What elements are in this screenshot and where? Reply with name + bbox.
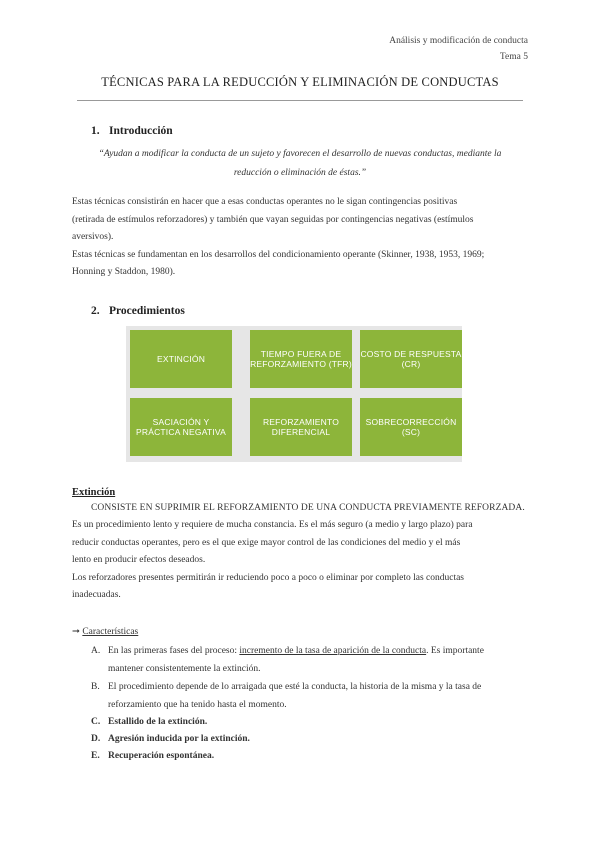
procedure-tile-sobrecorreccion: SOBRECORRECCIÓN (SC) [360,398,462,456]
intro-quote [90,145,510,183]
section-1-number: 1. [91,125,100,137]
list-text: . Es importante [426,646,484,656]
section-1-heading [91,125,173,137]
list-text: En las primeras fases del proceso: [108,646,240,656]
paragraph-line: Los reforzadores presentes permitirán ir reduciendo poco a poco o eliminar por completo las conductas [72,572,464,583]
section-1-title: Introducción [109,125,173,137]
extincion-definition: CONSISTE EN SUPRIMIR EL REFORZAMIENTO DE UNA CONDUCTA PREVIAMENTE REFORZADA. [91,503,525,513]
paragraph-line: Estas técnicas se fundamentan en los desarrollos del condicionamiento operante (Skinner, 1938, 1953, 1969; [72,249,485,260]
paragraph-line: reducir conductas operantes, pero es el que exige mayor control de las condiciones del medio y el más [72,537,461,548]
list-text: Estallido de la extinción. [108,717,208,727]
procedure-tile-saciacion: SACIACIÓN Y PRÁCTICA NEGATIVA [130,398,232,456]
section-2-number: 2. [91,305,100,317]
section-2-heading [91,305,185,317]
paragraph-line: Estas técnicas consistirán en hacer que a esas conductas operantes no le sigan contingencias positivas [72,197,458,207]
list-marker: E. [91,751,100,761]
caracteristicas-label [72,626,138,637]
page-title: TÉCNICAS PARA LA REDUCCIÓN Y ELIMINACIÓN DE CONDUCTAS [101,75,499,89]
paragraph-line: (retirada de estímulos reforzadores) y también que vayan seguidas por contingencias negativas (estímulos [72,214,474,225]
title-divider [77,100,523,101]
paragraph-line: aversivos). [72,232,114,242]
paragraph-line: lento en producir efectos deseados. [72,555,206,565]
list-text: mantener consistentemente la extinción. [108,663,261,674]
procedures-diagram [126,326,462,462]
intro-paragraph [72,194,528,282]
procedure-tile-extincion: EXTINCIÓN [130,330,232,388]
paragraph-line: inadecuadas. [72,590,121,600]
list-marker: C. [91,717,101,727]
list-marker: D. [91,734,101,744]
procedure-tile-tfr: TIEMPO FUERA DE REFORZAMIENTO (TFR) [250,330,352,388]
paragraph-line: Honning y Staddon, 1980). [72,267,176,277]
list-marker: A. [91,646,101,656]
quote-line: reducción o eliminación de éstas.” [233,168,367,178]
procedure-tile-cr: COSTO DE RESPUESTA (CR) [360,330,462,388]
section-2-title: Procedimientos [109,305,185,317]
paragraph-line: Es un procedimiento lento y requiere de mucha constancia. Es el más seguro (a medio y largo plazo) para [72,520,473,530]
caracteristicas-title: Características [82,627,139,637]
procedure-tile-reforzamiento-diferencial: REFORZAMIENTO DIFERENCIAL [250,398,352,456]
arrow-icon: ➞ [72,627,80,637]
quote-line: “Ayudan a modificar la conducta de un sujeto y favorecen el desarrollo de nuevas conductas, mediante la [98,149,502,159]
list-text-underlined: incremento de la tasa de aparición de la conducta [239,646,427,656]
extincion-paragraph [72,517,528,605]
extincion-heading: Extinción [72,487,116,498]
list-text: Agresión inducida por la extinción. [108,734,250,744]
list-text: reforzamiento que ha tenido hasta el momento. [108,699,287,710]
list-text: El procedimiento depende de lo arraigada que esté la conducta, la historia de la misma y la tasa de [108,682,482,692]
header-unit: Tema 5 [499,52,528,62]
list-text: Recuperación espontánea. [108,751,215,761]
list-marker: B. [91,682,100,692]
header-subject: Análisis y modificación de conducta [389,36,528,46]
